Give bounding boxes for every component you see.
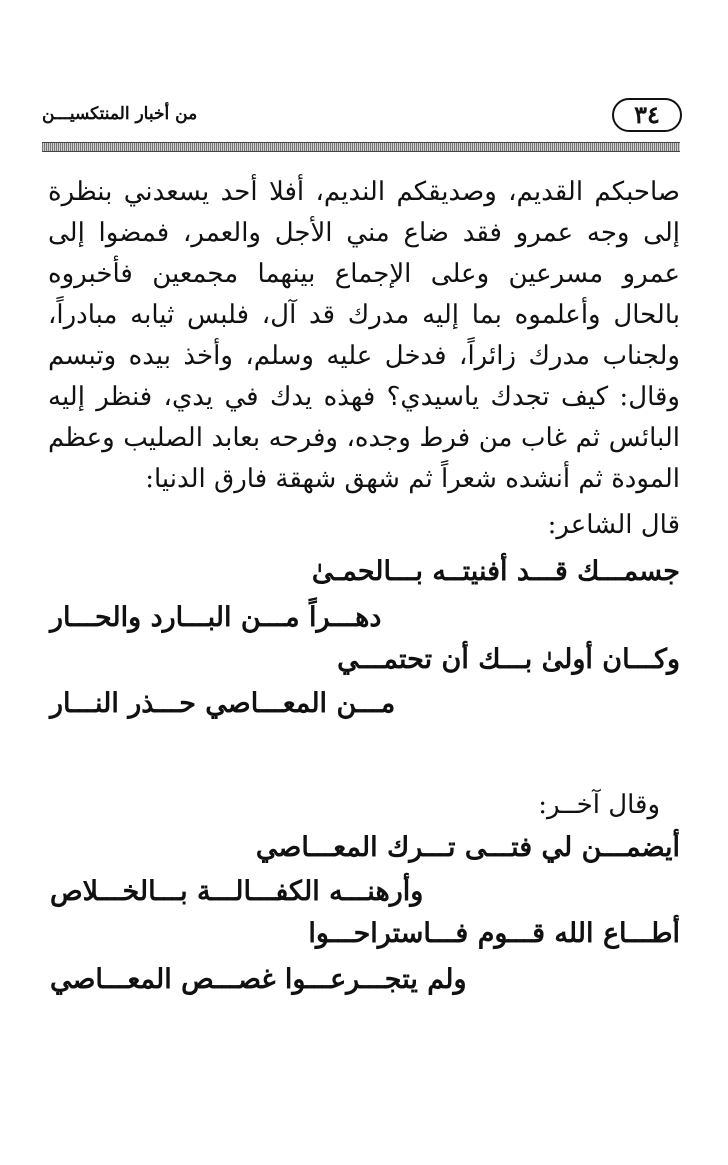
poem2-line-2: وأرهنـــه الكفـــالـــة بـــالخـــلاص: [50, 876, 424, 907]
header-rule: [42, 142, 680, 152]
poem1-line-2: دهـــراً مـــن البـــارد والحـــار: [50, 602, 382, 633]
running-title: من أخبار المنتكسيـــن: [42, 104, 198, 124]
poem1-line-3: وكـــان أولىٰ بـــك أن تحتمـــي: [337, 644, 680, 675]
body-text: [48, 172, 680, 500]
poem2-line-1: أيضمـــن لي فتـــى تـــرك المعـــاصي: [255, 832, 680, 863]
paragraph: صاحبكم القديم، وصديقكم النديم، أفلا أحد يسعدني بنظرة إلى وجه عمرو فقد ضاع مني الأجل والعمر، فمضوا إلى عمرو مسرعين وعلى الإجماع بينهما مجمعين فأخبروه بالحال وأعلموه بما إليه مدرك قد آل، فلبس ثيابه مبادراً، ولجناب مدرك زائراً، فدخل عليه وسلم، وأخذ بيده وتبسم وقال: كيف تجدك ياسيدي؟ فهذه يدك في يدي، فنظر إليه البائس ثم غاب من فرط وجده، وفرحه بعابد الصليب وعظم المودة ثم أنشده شعراً ثم شهق شهقة فارق الدنيا:: [48, 177, 680, 494]
poem2-line-3: أطـــاع الله قـــوم فـــاستراحـــوا: [308, 918, 680, 949]
poem2-line-4: ولم يتجـــرعـــوا غصـــص المعـــاصي: [50, 964, 467, 995]
poem1-line-4: مـــن المعـــاصي حـــذر النـــار: [50, 688, 396, 719]
page-number: ٣٤: [612, 98, 682, 132]
poem2-intro: وقال آخــر:: [538, 790, 660, 820]
page-header: [42, 96, 680, 136]
poem1-line-1: جسمـــك قـــد أفنيتــه بـــالحمـىٰ: [311, 556, 680, 587]
poem1-intro: قال الشاعر:: [547, 510, 680, 540]
